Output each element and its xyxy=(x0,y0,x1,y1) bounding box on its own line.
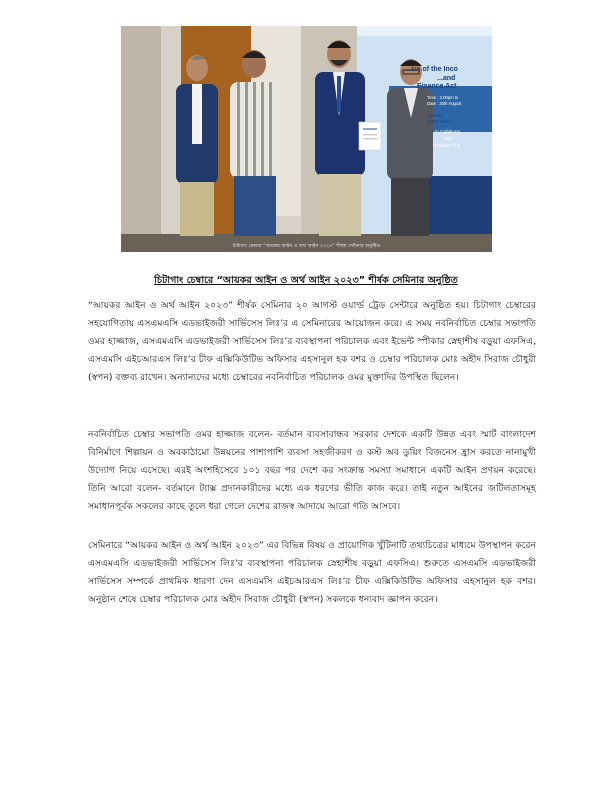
banner-line3: Finance Act xyxy=(417,83,457,90)
banner-time: Time : 3.00pm to xyxy=(427,95,459,100)
banner-venue: World Trade C xyxy=(427,119,454,124)
article-paragraph-1: “আয়কর আইন ও অর্থ আইন ২০২৩” শীর্ষক সেমিনার ২০ আগস্ট ওয়ার্ল্ড ট্রেড সেন্টারে অনুষ্ঠিত হয়। চিটাগাং চেম্বারের সহযোগিতায় এসএমএসি এডভাইজরী সার্ভিসেস লিঃ’র এ সেমিনারের আয়োজন করে। এ সময় নবনির্বাচিত চেম্বার সভাপতি ওমর হাজ্জাজ, এসএমএসি এডভাইজরী সার্ভিসেস লিঃ’র ব্যবস্থাপনা পরিচালক এবং ইভেন্ট স্পীকার স্নেহাশীষ বড়ুয়া এফসিএ, এসএমসি এইচআরএস লিঃ’র চীফ এক্সিকিউটিভ অফিসার এহসানুল হক বশর ও চেম্বার পরিচালক মোঃ অহীদ সিরাজ চৌধুরী (স্বপন) বক্তব্য রাখেন। অন্যান্যদের মধ্যে চেম্বারের নবনির্বাচিত পরিচালক ওমর মুক্তাদির উপস্থিত ছিলেন। xyxy=(88,300,536,384)
banner-collab2: With xyxy=(443,136,452,141)
banner-collab1: In Collaborat xyxy=(435,129,460,134)
article-paragraph-2: নবনির্বাচিত চেম্বার সভাপতি ওমর হাজ্জাজ বলেন- বর্তমান ব্যবসাবান্ধব সরকার দেশকে একটি উন্নত এবং স্মার্ট বাংলাদেশ বিনির্মাণে শিল্পায়ন ও অবকাঠামো উন্নয়নের পাশাপাশি ব্যবসা সহজীকরণ ও কস্ট অব ডুয়িং বিজনেস হ্রাস করতে নানামুখী উদ্যোগ নিয়ে এসেছে। এরই অংশহিসেবে ১০১ বছর পর দেশে কর সংক্রান্ত সমস্যা সমাধানে একটি আইন প্রণয়ন করেছে। তিনি আরো বলেন- বর্তমানে ট্যাক্স প্রদানকারীদের মধ্যে এক ধরণের ভীতি কাজ করে। তাই নতুন আইনের জটিলতাসমূহ সমাধানপূর্বক সকলের কাছে তুলে ধরা গেলে দেশের রাজস্ব আদায়ে আরো গতি আসবে। xyxy=(88,429,536,513)
article-paragraph-3: সেমিনারে “আয়কর আইন ও অর্থ আইন ২০২৩” এর বিভিন্ন বিষয় ও প্রায়োগিক খুঁটিনাটি তথ্যচিত্রের মাধ্যমে উপস্থাপন করেন এসএমএসি এডভাইজরী সার্ভিসেস লিঃ’র ব্যবস্থাপনা পরিচালক স্নেহাশীষ বড়ুয়া এফসিএ। শুরুতে এসএমসি এডভাইজরী সার্ভিসেস সম্পর্কে প্রাথমিক ধারণা দেন এসএমসি এইচআরএস লিঃ’র চীফ এক্সিকিউটিভ অফিসার এহসানুল হক বশর। অনুষ্ঠান শেষে চেম্বার পরিচালক মোঃ অহীদ সিরাজ চৌধুরী (স্বপন) সকলকে ধন্যবাদ জ্ঞাপন করেন। xyxy=(88,540,536,606)
banner-date: Date : 20th August xyxy=(427,101,462,106)
photo-caption: চিটাগাং চেম্বারে “আয়কর আইন ও অর্থ আইন ২০২৩” শীর্ষক সেমিনার অনুষ্ঠিত xyxy=(232,244,381,249)
banner-line2: ...and xyxy=(437,75,456,82)
photo-left-wall xyxy=(121,26,161,252)
banner-collab3: Chamber of C xyxy=(433,143,461,148)
banner-line1: ...sis of the Inco xyxy=(405,66,458,73)
banner-venue-label: VENUE xyxy=(427,113,442,118)
event-photo xyxy=(121,26,492,252)
article-headline: চিটাগাং চেম্বারে “আয়কর আইন ও অর্থ আইন ২০২৩” শীর্ষক সেমিনার অনুষ্ঠিত xyxy=(154,275,458,286)
photo-banner-top xyxy=(357,26,492,36)
photo-scene xyxy=(121,26,492,252)
